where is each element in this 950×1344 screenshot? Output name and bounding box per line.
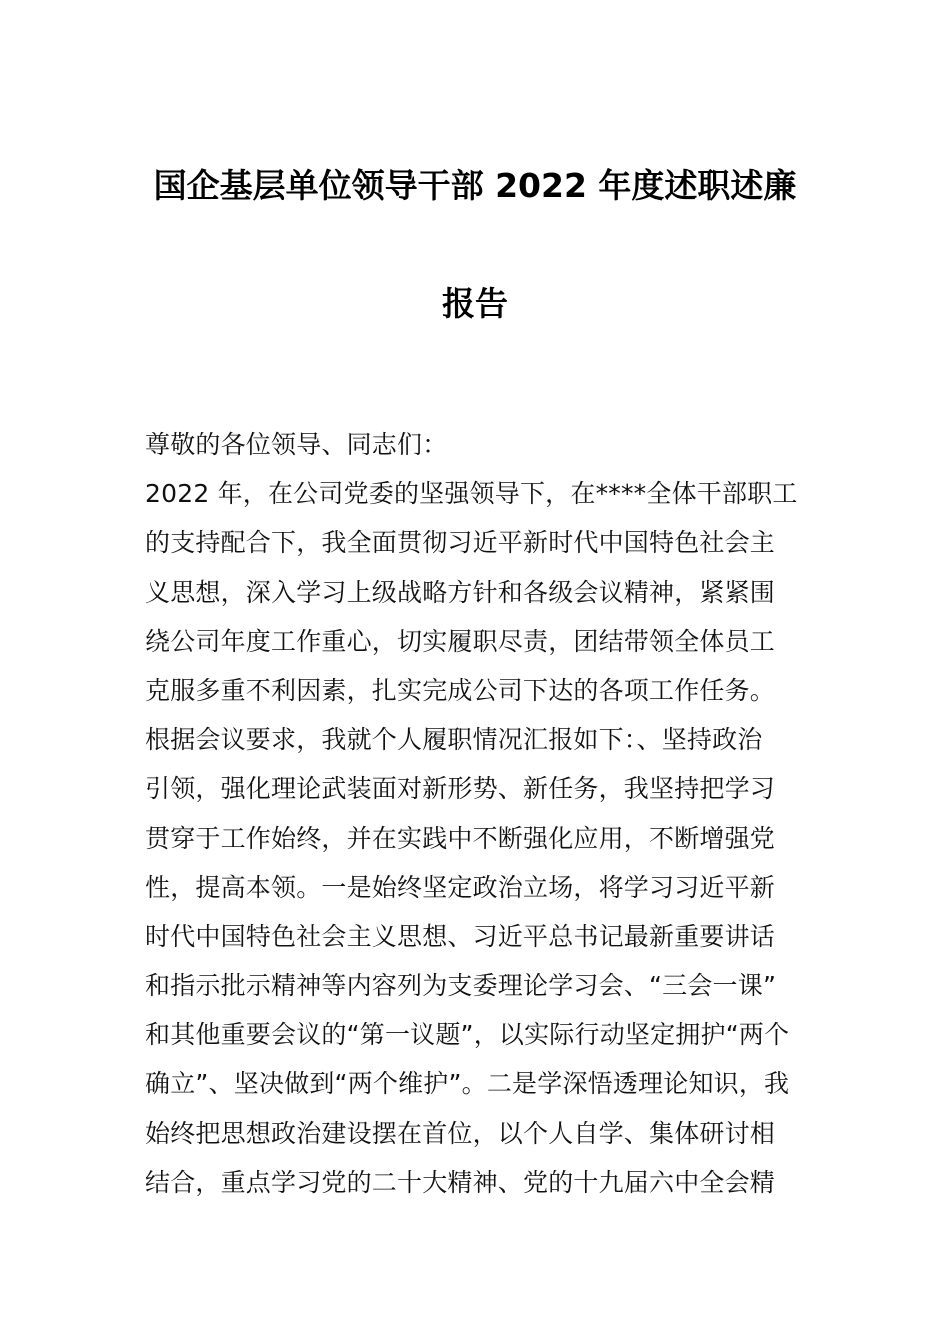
body-line: 结合，重点学习党的二十大精神、党的十九届六中全会精 (145, 1167, 776, 1197)
document-body (145, 420, 815, 1207)
body-line: 贯穿于工作始终，并在实践中不断强化应用，不断增强党 (145, 823, 776, 853)
body-line: 绕公司年度工作重心，切实履职尽责，团结带领全体员工 (145, 626, 776, 656)
body-line: 和指示批示精神等内容列为支委理论学习会、“三会一课” (145, 971, 777, 1001)
salutation: 尊敬的各位领导、同志们： (145, 430, 448, 459)
body-line: 根据会议要求，我就个人履职情况汇报如下：、坚持政治 (145, 725, 763, 755)
document-title-line-2: 报告 (442, 284, 508, 323)
body-line: 始终把思想政治建设摆在首位，以个人自学、集体研讨相 (145, 1118, 776, 1148)
body-line: 确立”、坚决做到“两个维护”。二是学深悟透理论知识，我 (145, 1069, 790, 1099)
body-line: 时代中国特色社会主义思想、习近平总书记最新重要讲话 (145, 921, 776, 951)
body-line: 的支持配合下，我全面贯彻习近平新时代中国特色社会主 (145, 528, 776, 558)
body-line: 引领，强化理论武装面对新形势、新任务，我坚持把学习 (145, 774, 776, 804)
body-line: 克服多重不利因素，扎实完成公司下达的各项工作任务。 (145, 675, 776, 705)
body-line: 2022 年，在公司党委的坚强领导下，在****全体干部职工 (145, 479, 798, 509)
document-title-line-1: 国企基层单位领导干部 2022 年度述职述廉 (153, 166, 797, 205)
body-line: 义思想，深入学习上级战略方针和各级会议精神，紧紧围 (145, 577, 776, 607)
body-line: 性，提高本领。一是始终坚定政治立场，将学习习近平新 (145, 872, 776, 902)
body-line: 和其他重要会议的“第一议题”，以实际行动坚定拥护“两个 (145, 1020, 790, 1050)
